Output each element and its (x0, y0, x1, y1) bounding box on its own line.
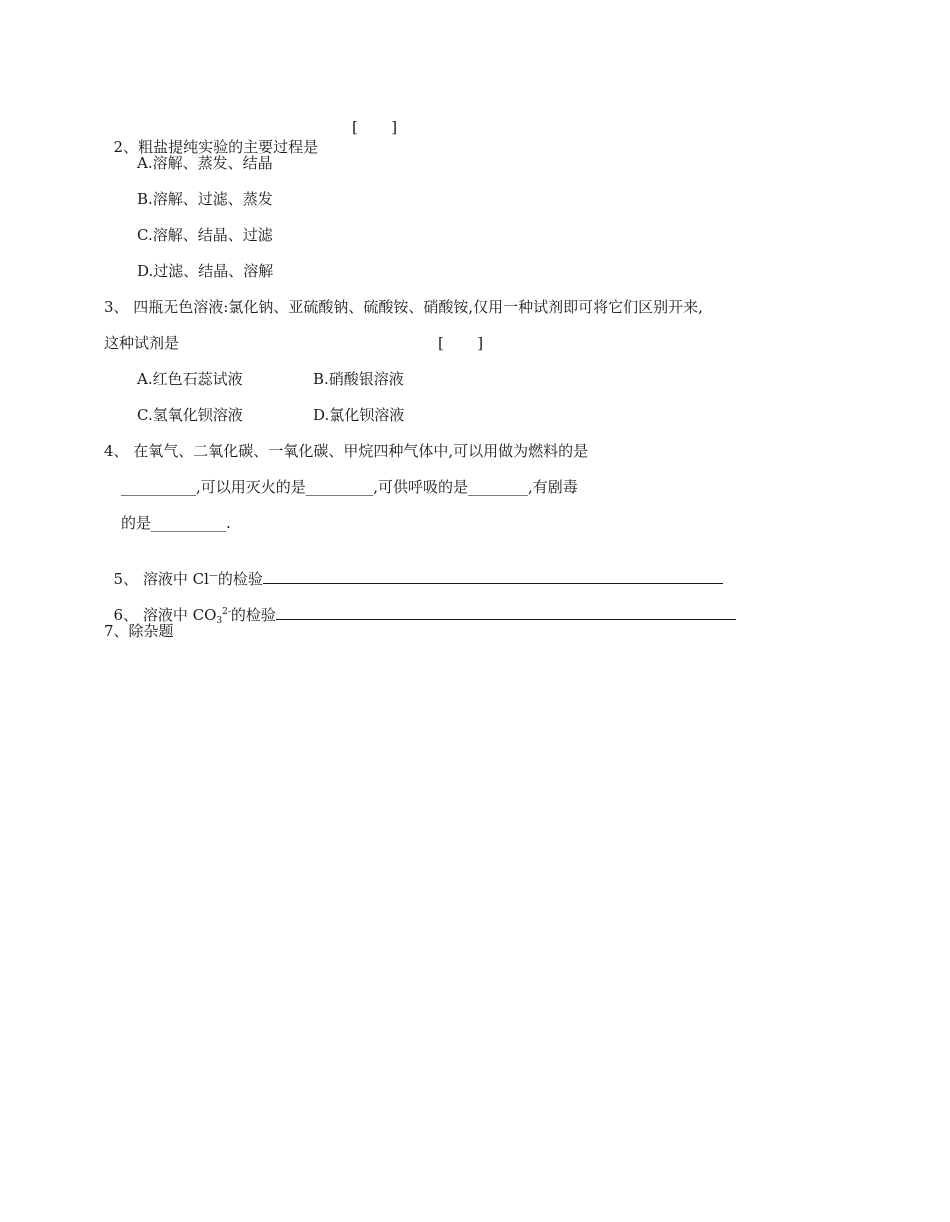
q5-superscript: — (208, 571, 218, 581)
q2-bracket: [ ] (352, 118, 398, 136)
q7-title: 7、除杂题 (104, 622, 174, 640)
q2-stem (104, 117, 318, 157)
q3-option-c: C.氢氧化钡溶液 (137, 406, 243, 424)
q2-option-b: B.溶解、过滤、蒸发 (137, 190, 273, 208)
q3-option-b: B.硝酸银溶液 (313, 370, 404, 388)
q3-stem-line1: 3、 四瓶无色溶液:氯化钠、亚硫酸钠、硫酸铵、硝酸铵,仅用一种试剂即可将它们区别开来, (104, 298, 703, 316)
q6-prefix: 6、 溶液中 CO (113, 606, 217, 624)
q2-stem-text: 2、粗盐提纯实验的主要过程是 (113, 138, 319, 156)
q3-bracket: [ ] (438, 334, 484, 352)
q6-suffix: 的检验 (230, 606, 276, 624)
q2-option-a: A.溶解、蒸发、结晶 (137, 154, 273, 172)
q5-answer-line (263, 569, 723, 584)
q3-option-a: A.红色石蕊试液 (137, 370, 243, 388)
q4-line1: 4、 在氧气、二氧化碳、一氧化碳、甲烷四种气体中,可以用做为燃料的是 (104, 442, 589, 460)
q6-superscript: 2- (222, 607, 231, 617)
q3-option-d: D.氯化钡溶液 (313, 406, 405, 424)
q2-option-d: D.过滤、结晶、溶解 (137, 262, 274, 280)
q5-suffix: 的检验 (217, 570, 263, 588)
q4-line2: __________,可以用灭火的是_________,可供呼吸的是________,有剧毒 (121, 478, 578, 496)
q3-stem-line2: 这种试剂是 (104, 334, 180, 352)
q5-prefix: 5、 溶液中 Cl (113, 570, 209, 588)
q6-line (104, 585, 736, 628)
q6-subscript: 3 (216, 616, 223, 626)
q6-answer-line (276, 605, 736, 620)
q4-line3: 的是__________. (121, 514, 231, 532)
q2-option-c: C.溶解、结晶、过滤 (137, 226, 273, 244)
